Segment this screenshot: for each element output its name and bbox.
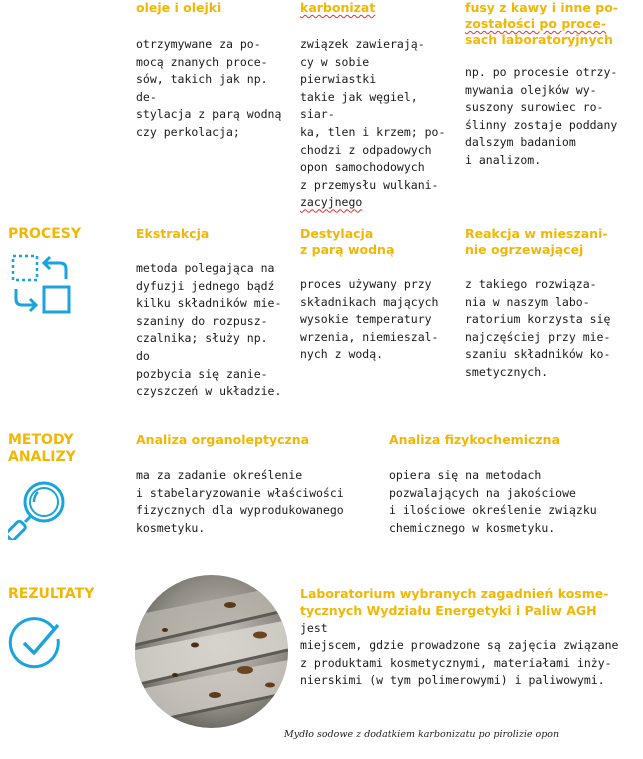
metody-col-organoleptic (136, 432, 376, 537)
text-distillation: proces używany przy składnikach mających wysokie temperatury wrzenia, niemieszal- nych z wodą. (300, 277, 439, 362)
heading-physicochemical: Analiza fizykochemiczna (389, 432, 561, 447)
heading-distillation: Destylacja z parą wodną (300, 226, 395, 257)
magnifier-icon (8, 478, 70, 540)
text-organoleptic: ma za zadanie określenie i stabelaryzowanie właściwości fizycznych dla wyprodukowanego kosmetyku. (136, 468, 344, 535)
metody-col-physicochemical (389, 432, 629, 537)
section-label-metody: METODY ANALIZY (8, 432, 76, 465)
text-oils: otrzymywane za po- mocą znanych proce- sów, takich jak np. de- stylacja z parą wodną czy perkolacja; (136, 37, 282, 139)
heading-extraction: Ekstrakcja (136, 226, 210, 241)
procesy-col-reaction (465, 226, 635, 382)
soap-photo (135, 575, 288, 728)
procesy-col-distillation (300, 226, 450, 364)
heading-reaction: Reakcja w mieszani- nie ogrzewającej (465, 226, 608, 257)
rezultaty-text (300, 586, 620, 690)
heading-organoleptic: Analiza organoleptyczna (136, 432, 310, 447)
text-physicochemical: opiera się na metodach pozwalających na jakościowe i ilościowe określenie związku chemicznego w kosmetyku. (389, 468, 597, 535)
heading-coffee: fusy z kawy i inne po- zostałości po proce- sach laboratoryjnych (465, 0, 618, 47)
text-coffee: np. po procesie otrzy- mywania olejków wy- suszony surowiec ro- ślinny zostaje poddany dalszym badaniom i analizom. (465, 65, 618, 167)
top-col-oils (136, 0, 286, 142)
heading-carbonizate: karbonizat (300, 0, 376, 15)
text-carbonizate: związek zawierają- cy w sobie pierwiastki takie jak węgiel, siar- ka, tlen i krzem; po- chodzi z odpadowych opon samochodowych z przemysłu wulkani- zacyjnego (300, 37, 446, 210)
lab-name-line1: Laboratorium wybranych zagadnień kosme- (300, 586, 609, 601)
transfer-squares-icon (10, 253, 72, 315)
text-extraction: metoda polegająca na dyfuzji jednego bądź kilku składników mie- szaniny do rozpusz- czalnika; służy np. do pozbycia się zanie- czyszczeń w układzie. (136, 261, 282, 399)
top-col-carbonizate (300, 0, 450, 212)
photo-caption: Mydło sodowe z dodatkiem karbonizatu po pirolizie opon (284, 729, 560, 740)
lab-name-line2: tycznych Wydziału Energetyki i Paliw AGH jest (300, 603, 597, 635)
section-label-rezultaty: REZULTATY (8, 586, 95, 602)
section-label-procesy: PROCESY (8, 226, 82, 242)
text-reaction: z takiego rozwiąza- nia w naszym labo- ratorium korzysta się najczęściej przy mie- szaniu składników ko- smetycznych. (465, 277, 611, 379)
top-col-coffee (465, 0, 635, 170)
procesy-col-extraction (136, 226, 286, 401)
check-circle-icon (8, 615, 64, 671)
heading-oils: oleje i olejki (136, 0, 222, 15)
lab-description: miejscem, gdzie prowadzone są zajęcia związane z produktami kosmetycznymi, materiałami inży- nierskimi (w tym polimerowymi) i paliwowymi. (300, 638, 619, 688)
